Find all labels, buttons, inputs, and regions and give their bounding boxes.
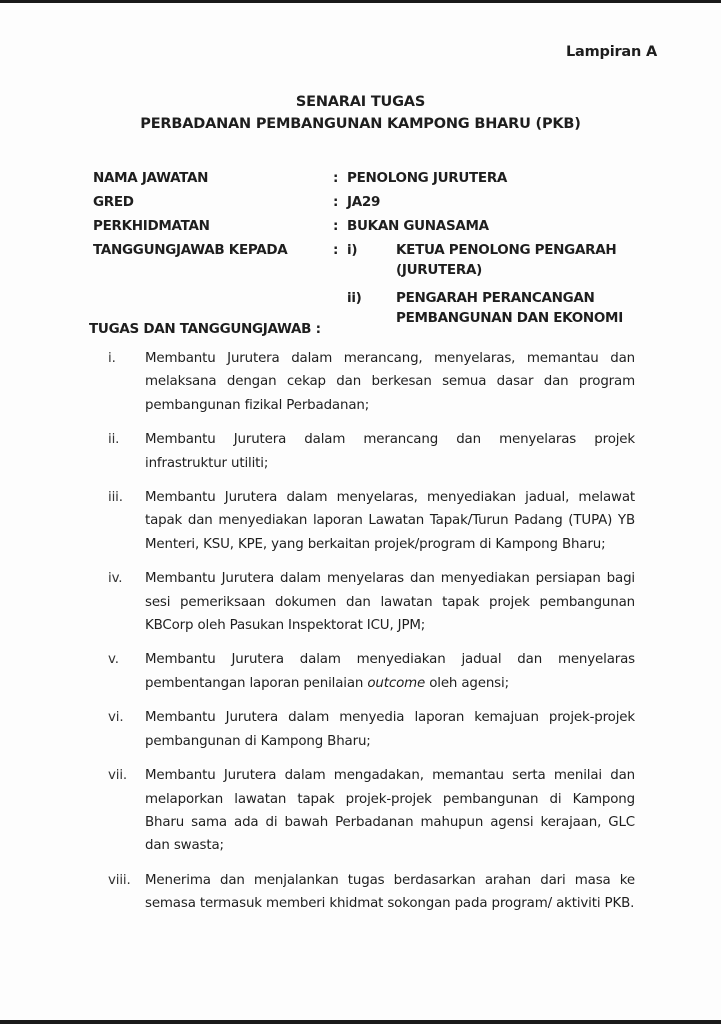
- field-colon: :: [333, 170, 339, 186]
- field-label: NAMA JAWATAN: [93, 170, 209, 186]
- field-row: [93, 192, 653, 216]
- duty-item: [108, 706, 635, 753]
- field-label: PERKHIDMATAN: [93, 218, 210, 234]
- duty-number: vi.: [108, 710, 124, 726]
- duty-item: [108, 869, 635, 916]
- duty-number: iii.: [108, 490, 123, 506]
- annex-label: Lampiran A: [565, 44, 657, 60]
- field-label: GRED: [93, 194, 134, 210]
- duty-number: ii.: [108, 432, 120, 448]
- field-colon: :: [333, 218, 339, 234]
- title-line-1: SENARAI TUGAS: [295, 94, 426, 110]
- duty-item: [108, 486, 635, 556]
- duty-text: Membantu Jurutera dalam menyelaras, menyediakan jadual, melawat tapak dan menyediakan laporan Lawatan Tapak/Turun Padang (TUPA) YB Menteri, KSU, KPE, yang berkaitan projek/program di Kampong Bharu;: [145, 490, 635, 552]
- duty-number: vii.: [108, 768, 128, 784]
- duty-text-part: oleh agensi;: [425, 675, 509, 691]
- field-value: PENOLONG JURUTERA: [347, 170, 508, 186]
- duty-item: [108, 764, 635, 858]
- duty-text-part: Membantu Jurutera dalam menyediakan jadual dan menyelaras pembentangan laporan penilaian: [145, 652, 635, 691]
- duty-item: [108, 567, 635, 637]
- duty-number: v.: [108, 652, 119, 668]
- document-title: [0, 91, 721, 135]
- duty-text: Membantu Jurutera dalam mengadakan, memantau serta menilai dan melaporkan lawatan tapak projek-projek pembangunan di Kampong Bharu sama ada di bawah Perbadanan mahupun agensi kerajaan, GLC dan swasta;: [145, 768, 635, 854]
- duty-number: i.: [108, 351, 116, 366]
- duty-text: Membantu Jurutera dalam menyelaras dan menyediakan persiapan bagi sesi pemeriksaan dokumen dan lawatan tapak projek pembangunan KBCorp oleh Pasukan Inspektorat ICU, JPM;: [145, 571, 635, 634]
- field-colon: :: [333, 242, 339, 258]
- reports-to-item: PENGARAH PERANCANGAN PEMBANGUNAN DAN EKONOMI: [396, 290, 623, 326]
- field-row: [93, 216, 653, 240]
- reports-to-item: KETUA PENOLONG PENGARAH (JURUTERA): [396, 242, 617, 278]
- duty-text: [145, 648, 635, 695]
- field-colon: :: [333, 194, 339, 210]
- reports-to-number: ii): [347, 290, 362, 306]
- field-row: [93, 168, 653, 192]
- duty-text-italic: outcome: [367, 675, 426, 691]
- duty-number: viii.: [108, 872, 131, 888]
- duty-item: [108, 648, 635, 695]
- duties-heading: TUGAS DAN TANGGUNGJAWAB :: [89, 321, 321, 337]
- reports-to-label: TANGGUNGJAWAB KEPADA: [93, 242, 288, 258]
- job-details: [93, 168, 653, 336]
- duty-text: Menerima dan menjalankan tugas berdasarkan arahan dari masa ke semasa termasuk memberi khidmat sokongan pada program/ aktiviti PKB.: [145, 872, 635, 912]
- field-value: JA29: [347, 194, 381, 210]
- reports-to-number: i): [347, 242, 358, 258]
- duty-item: [108, 347, 635, 417]
- title-line-2: PERBADANAN PEMBANGUNAN KAMPONG BHARU (PKB): [140, 116, 581, 132]
- duty-text: Membantu Jurutera dalam merancang, menyelaras, memantau dan melaksana dengan cekap dan berkesan semua dasar dan program pembangunan fizikal Perbadanan;: [145, 351, 635, 413]
- duty-number: iv.: [108, 571, 123, 587]
- duty-text: Membantu Jurutera dalam menyedia laporan kemajuan projek-projek pembangunan di Kampong Bharu;: [145, 710, 635, 749]
- reports-to-row: [93, 240, 653, 288]
- field-value: BUKAN GUNASAMA: [347, 218, 489, 234]
- document-page: [0, 3, 721, 1020]
- duties-list: [108, 347, 635, 927]
- duty-text: Membantu Jurutera dalam merancang dan menyelaras projek infrastruktur utiliti;: [145, 432, 635, 471]
- duty-item: [108, 428, 635, 475]
